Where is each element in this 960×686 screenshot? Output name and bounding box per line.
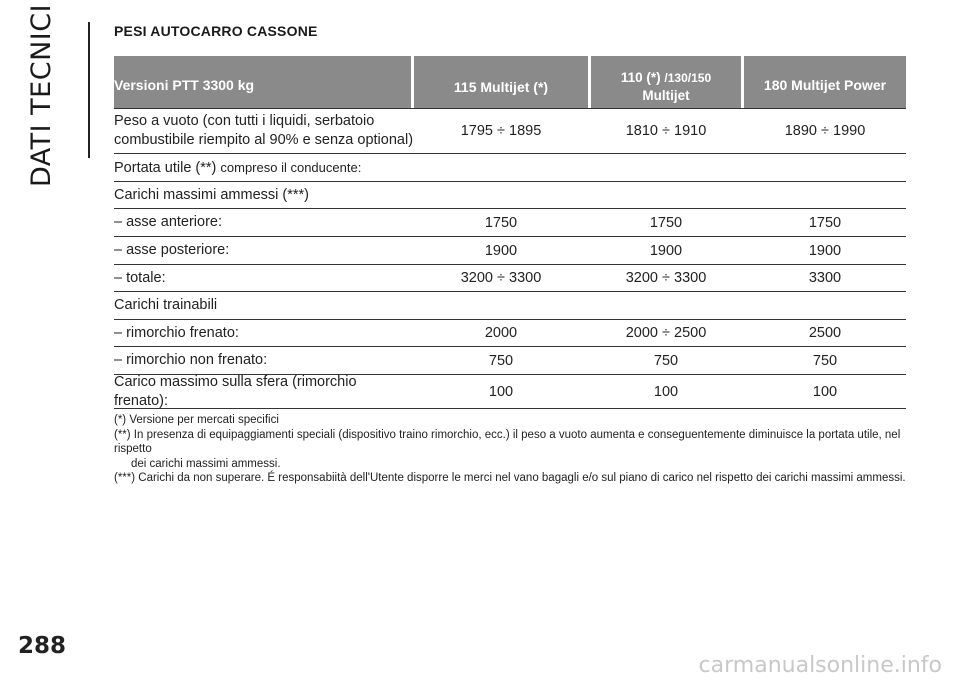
cell-value: 100: [653, 383, 679, 400]
row-label: Carichi trainabili: [114, 297, 218, 313]
cell-value: 2000 ÷ 2500: [625, 325, 707, 341]
cell-value: 750: [812, 352, 838, 369]
footnotes: [114, 413, 914, 486]
row-label: Carico massimo sulla sfera (rimorchio frenato):: [114, 373, 357, 409]
cell-value: 1750: [484, 214, 518, 231]
cell-value: 2000: [484, 325, 518, 341]
weights-table: [114, 56, 906, 409]
cell-value: 2500: [808, 325, 842, 341]
footnote-1: (*) Versione per mercati specifici: [114, 414, 279, 426]
cell-value: 1890 ÷ 1990: [784, 123, 866, 139]
table-row: [114, 237, 906, 265]
table-row: [114, 292, 906, 320]
row-label: – asse posteriore:: [114, 242, 230, 258]
cell-value: 1810 ÷ 1910: [625, 123, 707, 139]
footnote-2: (**) In presenza di equipaggiamenti speciali (dispositivo traino rimorchio, ecc.) il peso a vuoto aumenta e conseguentemente diminuisce la portata utile, nel rispetto: [114, 428, 901, 455]
cell-value: 3200 ÷ 3300: [625, 270, 707, 286]
cell-value: 1750: [808, 214, 842, 231]
header-115-multijet: 115 Multijet (*): [414, 56, 588, 108]
footnote-3: (***) Carichi da non superare. É responsabiità dell'Utente disporre le merci nel vano bagagli e/o sul piano di carico nel rispetto dei carichi massimi ammessi.: [114, 472, 906, 484]
cell-value: 3200 ÷ 3300: [460, 270, 542, 286]
cell-value: 750: [653, 352, 679, 369]
header-130-150-text: /130/150: [664, 71, 712, 85]
header-110-text: 110 (*): [620, 70, 665, 85]
chapter-title-text: DATI TECNICI: [26, 3, 58, 187]
row-label: – rimorchio frenato:: [114, 324, 239, 341]
cell-value: 1900: [484, 242, 518, 259]
cell-value: 1795 ÷ 1895: [460, 123, 542, 139]
row-label-main: Portata utile (**): [114, 159, 221, 176]
table-row: [114, 108, 906, 154]
table-row: [114, 209, 906, 237]
chapter-divider: [88, 22, 90, 158]
row-label: Peso a vuoto (con tutti i liquidi, serbatoio combustibile riempito al 90% e senza optional): [114, 113, 414, 148]
cell-value: 1900: [649, 242, 683, 259]
row-label: – totale:: [114, 269, 166, 286]
table-row: [114, 375, 906, 409]
cell-value: 3300: [808, 270, 842, 286]
table-row: [114, 265, 906, 292]
header-multijet-text: Multijet: [642, 88, 690, 103]
row-label-note: compreso il conducente:: [220, 159, 362, 175]
header-versions: Versioni PTT 3300 kg: [114, 56, 411, 108]
cell-value: 1750: [649, 214, 683, 231]
table-row: [114, 320, 906, 347]
row-label: – asse anteriore:: [114, 214, 223, 230]
footnote-2-continued: dei carichi massimi ammessi.: [131, 457, 281, 470]
row-label: [114, 158, 714, 178]
cell-value: 1900: [808, 242, 842, 259]
table-row: [114, 347, 906, 375]
header-180-multijet-power: 180 Multijet Power: [744, 56, 906, 108]
row-label: Carichi massimi ammessi (***): [114, 186, 309, 203]
table-row: [114, 154, 906, 182]
chapter-side-title: [12, 3, 72, 187]
section-title: PESI AUTOCARRO CASSONE: [114, 23, 318, 39]
cell-value: 100: [488, 383, 514, 400]
table-row: [114, 182, 906, 209]
row-label: – rimorchio non frenato:: [114, 352, 268, 368]
cell-value: 100: [812, 383, 838, 400]
cell-value: 750: [488, 352, 514, 369]
table-header: [114, 56, 906, 108]
header-110-130-150-multijet: [591, 56, 741, 108]
page-number: 288: [18, 633, 67, 659]
watermark: carmanualsonline.info: [698, 653, 942, 678]
